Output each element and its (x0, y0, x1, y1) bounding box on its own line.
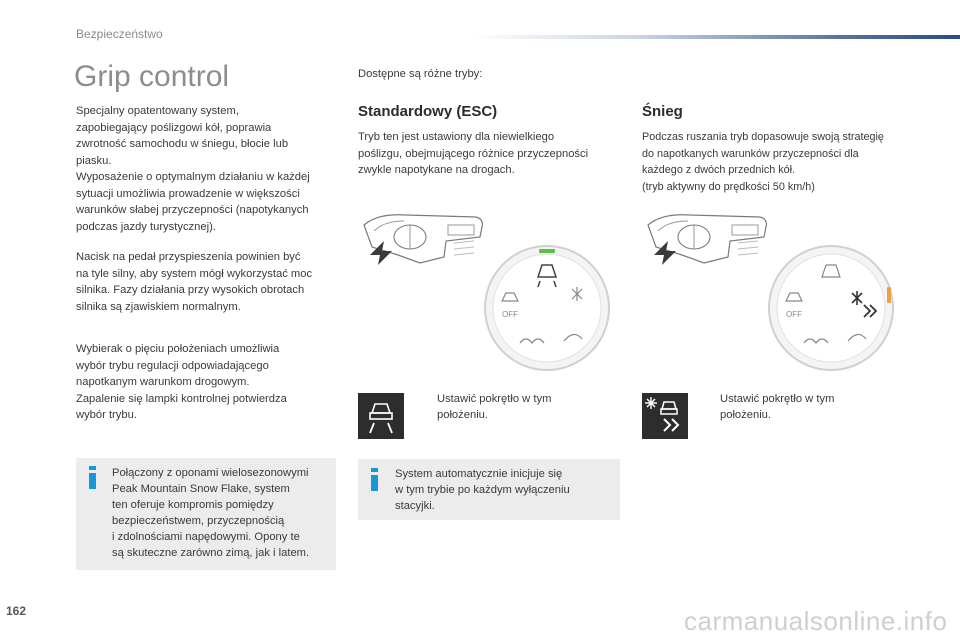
text-line: Tryb ten jest ustawiony dla niewielkiego (358, 131, 555, 143)
text-line: System automatycznie inicjuje się (395, 468, 563, 480)
dial-off-label: OFF (786, 310, 802, 319)
text-line: wybór trybu. (76, 409, 137, 421)
text-line: Wybierak o pięciu położeniach umożliwia (76, 343, 280, 355)
selector-paragraph (76, 341, 346, 424)
dial-off-label: OFF (502, 310, 518, 319)
info-box-auto (358, 459, 620, 520)
text-line: stacyjki. (395, 500, 435, 512)
text-line: Zapalenie się lampki kontrolnej potwierdza (76, 392, 287, 405)
text-line: silnika są zjawiskiem normalnym. (76, 300, 241, 313)
mode-tile-snow (642, 393, 688, 439)
text-line: Peak Mountain Snow Flake, system (112, 483, 290, 495)
text-line: położeniu. (437, 409, 489, 421)
car-on-road-icon (358, 393, 404, 439)
text-line: zwykle napotykane na drogach. (358, 164, 515, 176)
mode-dial-standard[interactable] (482, 243, 612, 373)
text-line: piasku. (76, 154, 112, 167)
info-text (395, 466, 617, 514)
heading-standard: Standardowy (ESC) (358, 103, 498, 120)
text-line: podczas jazdy turystycznej). (76, 220, 216, 233)
text-line: (tryb aktywny do prędkości 50 km/h) (642, 180, 815, 193)
bullet-text-snow (720, 391, 890, 423)
section-label: Bezpieczeństwo (76, 27, 163, 41)
text-line: są skuteczne zarówno zimą, jak i latem. (112, 547, 310, 559)
text-line: zwrotność samochodu w śniegu, błocie lub (76, 138, 289, 150)
text-line: wybór trybu regulacji odpowiadającego (76, 359, 269, 372)
text-line: każdego z dwóch przednich kół. (642, 164, 796, 176)
text-line: Wyposażenie o optymalnym działaniu w każdej (76, 171, 310, 183)
snow-mode-icon (642, 393, 688, 439)
text-line: położeniu. (720, 409, 772, 421)
text-line: do napotkanych warunków przyczepności dla (642, 147, 859, 160)
header-rule (470, 35, 960, 39)
snow-paragraph (642, 129, 932, 195)
watermark: carmanualsonline.info (684, 606, 948, 636)
mode-dial-snow[interactable] (766, 243, 896, 373)
dashboard-illustration (358, 207, 488, 273)
mode-tile-standard (358, 393, 404, 439)
text-line: w tym trybie po każdym wyłączeniu (395, 484, 570, 496)
intro-paragraph (76, 103, 346, 235)
text-line: zapobiegający poślizgowi kół, poprawia (76, 121, 272, 134)
text-line: ten oferuje kompromis pomiędzy (112, 499, 274, 511)
heading-snow: Śnieg (642, 103, 683, 120)
text-line: sytuacji umożliwia prowadzenie w większości (76, 187, 300, 200)
text-line: warunków słabej przyczepności (napotykanych (76, 204, 309, 216)
text-line: bezpieczeństwem, przyczepnością (112, 515, 285, 527)
text-line: poślizgu, obejmującego różnice przyczepności (358, 147, 589, 160)
info-box-tyres (76, 458, 336, 570)
dashboard-illustration (642, 207, 772, 273)
page-title: Grip control (74, 60, 230, 93)
text-line: Nacisk na pedał przyspieszenia powinien być (76, 251, 301, 263)
text-line: Specjalny opatentowany system, (76, 105, 239, 117)
text-line: i zdolnościami napędowymi. Opony te (112, 531, 300, 543)
text-line: Podczas ruszania tryb dopasowuje swoją strategię (642, 131, 884, 143)
text-line: Ustawić pokrętło w tym (720, 393, 835, 405)
text-line: Ustawić pokrętło w tym (437, 393, 552, 405)
text-line: napotkanym warunkom drogowym. (76, 376, 250, 388)
info-text (112, 465, 334, 561)
pedal-paragraph (76, 249, 346, 315)
page-number: 162 (6, 604, 27, 618)
text-line: Połączony z oponami wielosezonowymi (112, 467, 309, 479)
modes-intro: Dostępne są różne tryby: (358, 68, 483, 80)
text-line: na tyle silny, aby system mógł wykorzystać moc (76, 267, 313, 280)
text-line: silnika. Fazy działania przy wysokich obrotach (76, 284, 305, 296)
standard-paragraph (358, 129, 628, 179)
bullet-text-standard (437, 391, 607, 423)
